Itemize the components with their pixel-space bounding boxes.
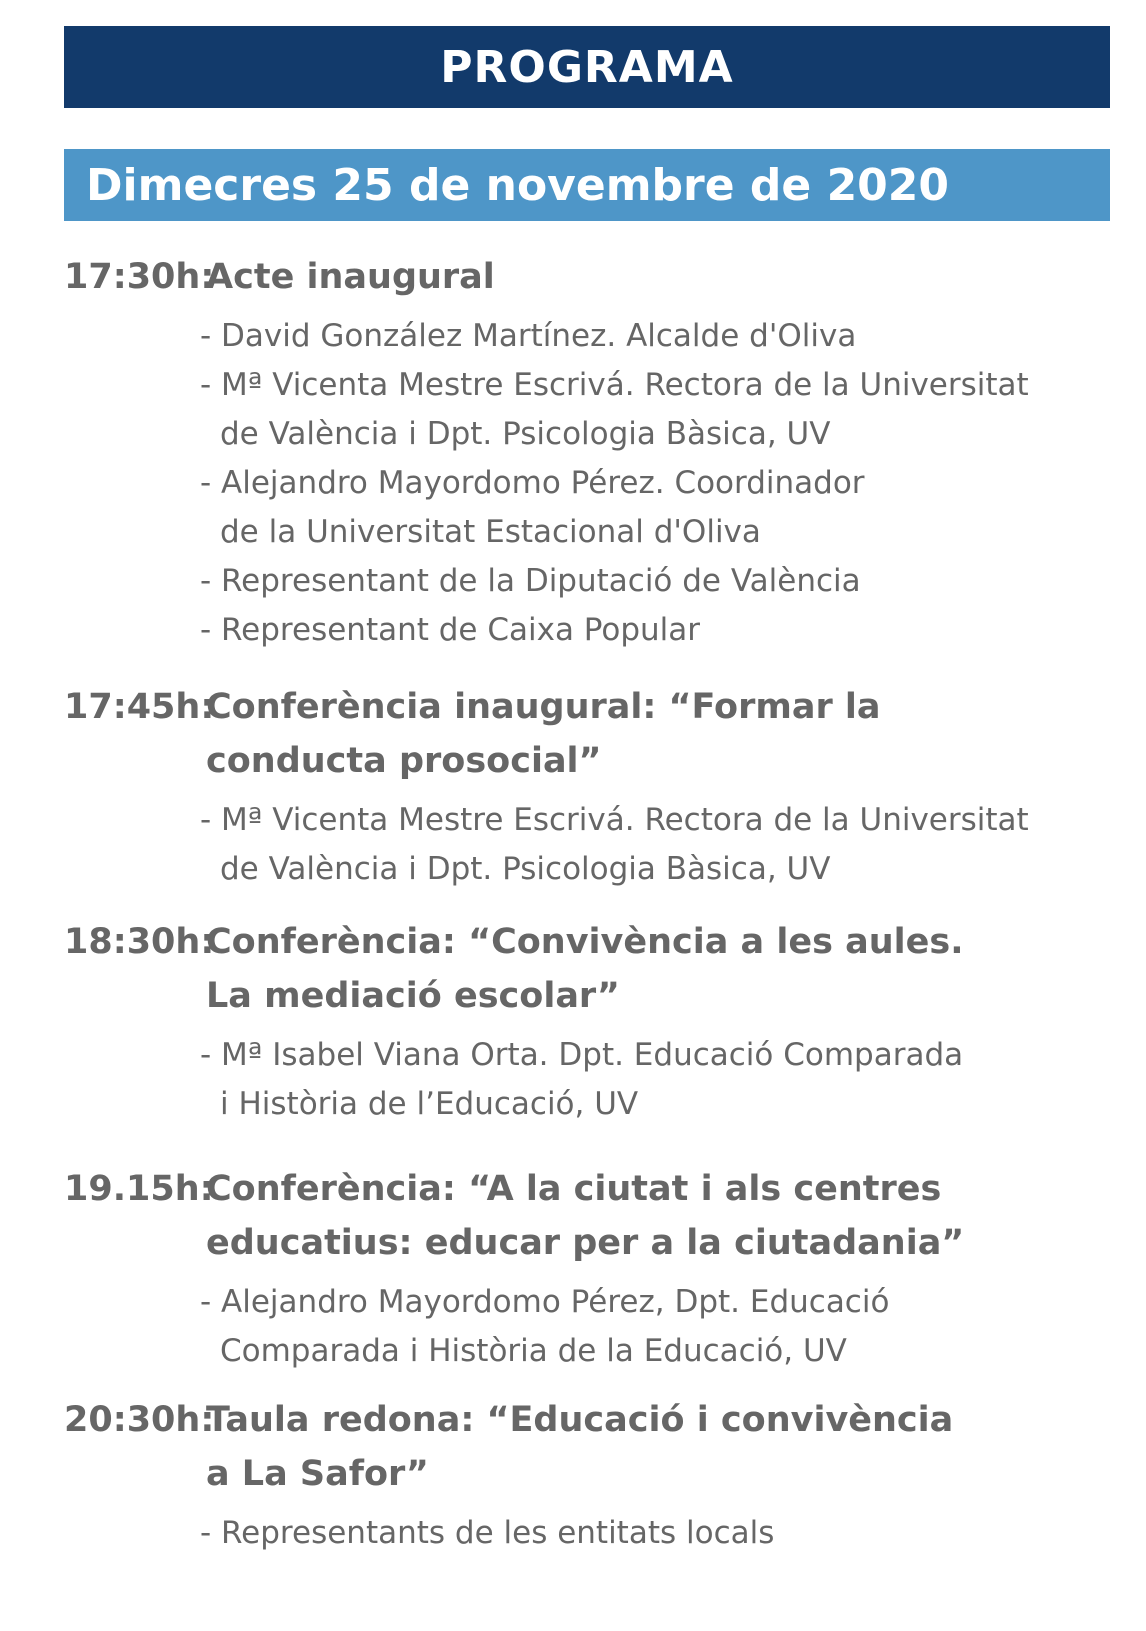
speaker-line: - Mª Isabel Viana Orta. Dpt. Educació Comparada (200, 1037, 964, 1073)
speaker-item (64, 1031, 1124, 1129)
speaker-item (64, 796, 1124, 894)
event-heading (64, 250, 1124, 304)
event-title (206, 680, 1124, 788)
event-title (206, 250, 1124, 304)
program-event (64, 250, 1124, 655)
speaker-item (64, 606, 1124, 655)
event-time: 20:30h: (64, 1400, 215, 1440)
event-heading (64, 915, 1124, 1023)
speaker-line: i Història de l’Educació, UV (220, 1086, 639, 1122)
event-title (206, 915, 1124, 1023)
event-heading (64, 1162, 1124, 1270)
program-date: Dimecres 25 de novembre de 2020 (86, 159, 950, 211)
speaker-line: - Representant de la Diputació de València (200, 563, 861, 599)
event-title (206, 1162, 1124, 1270)
speaker-line: - Representants de les entitats locals (200, 1515, 775, 1551)
event-title-line: Acte inaugural (206, 257, 495, 297)
event-title-line: conducta prosocial” (206, 741, 602, 781)
event-time: 17:45h: (64, 687, 215, 727)
date-banner (64, 149, 1110, 221)
speaker-item (64, 361, 1124, 459)
speaker-item (64, 459, 1124, 557)
event-title-line: Conferència: “Convivència a les aules. (206, 922, 964, 962)
program-title-banner (64, 26, 1110, 108)
program-event (64, 1162, 1124, 1376)
speaker-list (64, 1031, 1124, 1129)
event-time: 19.15h: (64, 1169, 214, 1209)
speaker-item (64, 1509, 1124, 1558)
event-heading (64, 680, 1124, 788)
event-time: 17:30h: (64, 257, 215, 297)
program-event (64, 915, 1124, 1129)
speaker-item (64, 312, 1124, 361)
speaker-list (64, 1278, 1124, 1376)
speaker-line: Comparada i Història de la Educació, UV (220, 1333, 847, 1369)
speaker-line: - David González Martínez. Alcalde d'Oliva (200, 318, 857, 354)
speaker-item (64, 557, 1124, 606)
speaker-line: - Alejandro Mayordomo Pérez, Dpt. Educació (200, 1284, 890, 1320)
program-title: PROGRAMA (440, 41, 734, 93)
program-event (64, 1393, 1124, 1558)
event-title-line: educatius: educar per a la ciutadania” (206, 1223, 965, 1263)
event-title-line: La mediació escolar” (206, 976, 620, 1016)
speaker-list (64, 1509, 1124, 1558)
program-event (64, 680, 1124, 894)
speaker-line: - Alejandro Mayordomo Pérez. Coordinador (200, 465, 865, 501)
speaker-line: de València i Dpt. Psicologia Bàsica, UV (220, 851, 831, 887)
event-time: 18:30h: (64, 922, 215, 962)
event-title-line: Conferència: “A la ciutat i als centres (206, 1169, 942, 1209)
speaker-line: - Mª Vicenta Mestre Escrivá. Rectora de la Universitat (200, 802, 1029, 838)
event-heading (64, 1393, 1124, 1501)
event-title-line: a La Safor” (206, 1454, 429, 1494)
event-title (206, 1393, 1124, 1501)
event-title-line: Conferència inaugural: “Formar la (206, 687, 881, 727)
speaker-list (64, 312, 1124, 655)
speaker-line: - Representant de Caixa Popular (200, 612, 701, 648)
speaker-item (64, 1278, 1124, 1376)
event-title-line: Taula redona: “Educació i convivència (206, 1400, 954, 1440)
speaker-line: de València i Dpt. Psicologia Bàsica, UV (220, 416, 831, 452)
speaker-list (64, 796, 1124, 894)
speaker-line: de la Universitat Estacional d'Oliva (220, 514, 761, 550)
speaker-line: - Mª Vicenta Mestre Escrivá. Rectora de la Universitat (200, 367, 1029, 403)
